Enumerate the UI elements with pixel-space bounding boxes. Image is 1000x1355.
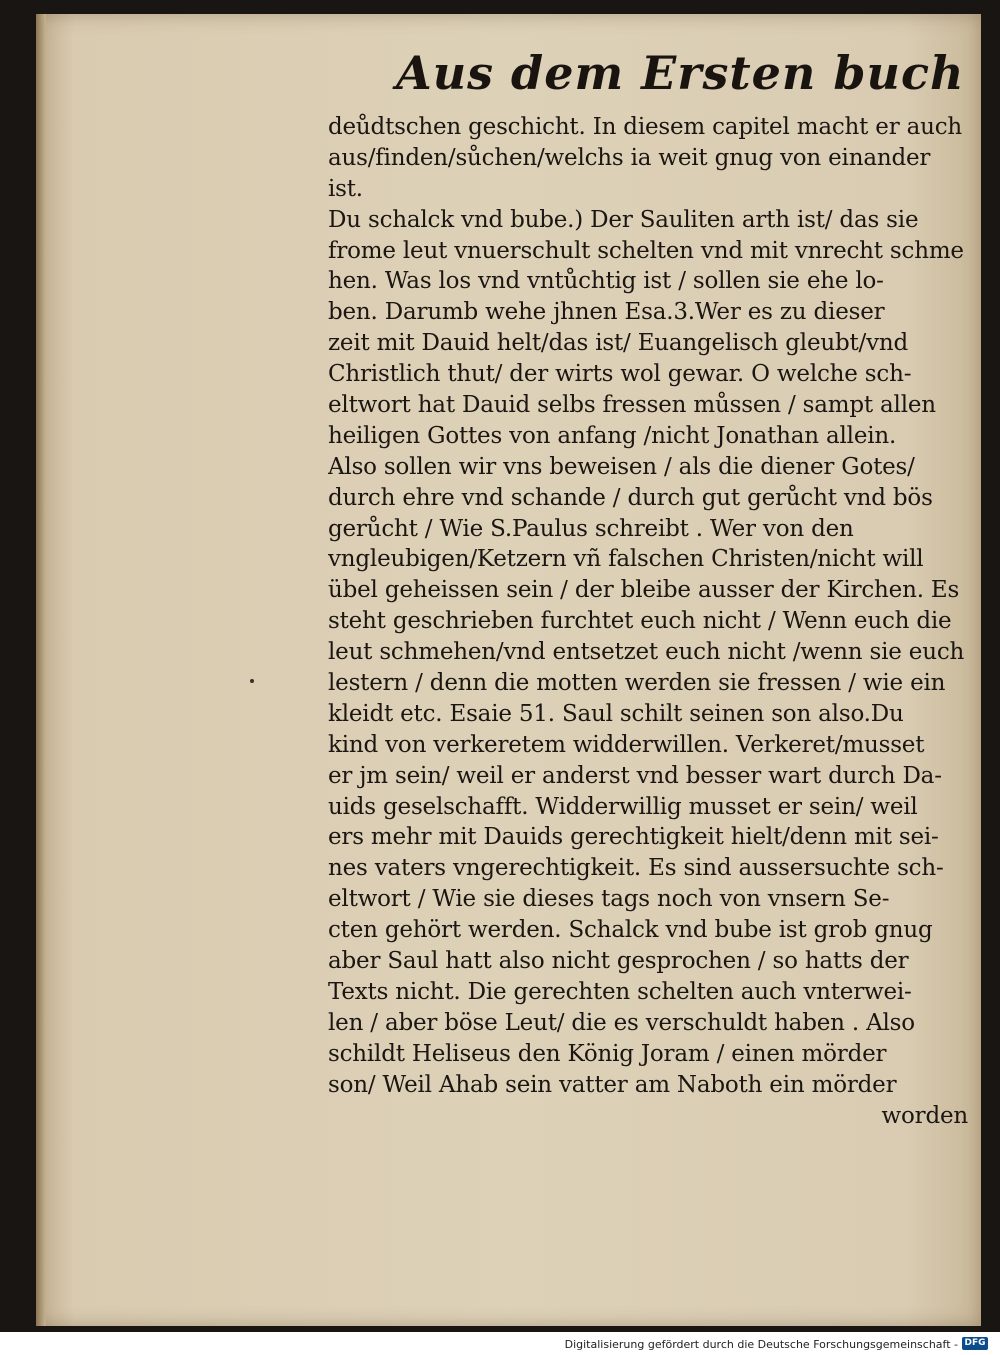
text-line: aus/finden/sůchen/welchs ia weit gnug von einander xyxy=(328,144,931,171)
catchword: worden xyxy=(881,1102,968,1129)
digitization-credit: Digitalisierung gefördert durch die Deutsche Forschungsgemeinschaft - xyxy=(564,1338,958,1351)
text-line: schildt Heliseus den König Joram / einen mörder xyxy=(328,1040,887,1067)
text-line: ers mehr mit Dauids gerechtigkeit hielt/denn mit sei- xyxy=(328,824,939,851)
running-head: Aus dem Ersten buch xyxy=(396,46,965,100)
text-line: Christlich thut/ der wirts wol gewar. O welche sch- xyxy=(328,361,912,388)
body-text xyxy=(328,112,976,1131)
text-line: durch ehre vnd schande / durch gut gerůcht vnd bös xyxy=(328,484,933,511)
book-page xyxy=(36,14,981,1326)
text-line: leut schmehen/vnd entsetzet euch nicht /wenn sie euch xyxy=(328,639,965,666)
text-line: vngleubigen/Ketzern vñ falschen Christen/nicht will xyxy=(328,546,924,573)
text-line: deůdtschen geschicht. In diesem capitel macht er auch xyxy=(328,114,963,140)
text-line: heiligen Gottes von anfang /nicht Jonathan allein. xyxy=(328,422,897,449)
text-line: übel geheissen sein / der bleibe ausser der Kirchen. Es xyxy=(328,577,960,604)
text-line: frome leut vnuerschult schelten vnd mit vnrecht schme xyxy=(328,237,964,264)
text-line: cten gehört werden. Schalck vnd bube ist grob gnug xyxy=(328,917,933,944)
text-line: lestern / denn die motten werden sie fressen / wie ein xyxy=(328,670,946,697)
text-line: gerůcht / Wie S.Paulus schreibt . Wer von den xyxy=(328,515,854,542)
text-line: ben. Darumb wehe jhnen Esa.3.Wer es zu dieser xyxy=(328,299,885,326)
text-line: Texts nicht. Die gerechten schelten auch vnterwei- xyxy=(328,978,912,1005)
text-line: er jm sein/ weil er anderst vnd besser wart durch Da- xyxy=(328,762,942,789)
text-line: aber Saul hatt also nicht gesprochen / so hatts der xyxy=(328,948,909,975)
text-line: Also sollen wir vns beweisen / als die diener Gotes/ xyxy=(328,453,915,480)
text-line: zeit mit Dauid helt/das ist/ Euangelisch gleubt/vnd xyxy=(328,330,909,357)
text-line: nes vaters vngerechtigkeit. Es sind aussersuchte sch- xyxy=(328,855,944,882)
dfg-logo: DFG xyxy=(962,1337,988,1350)
text-line: ist. xyxy=(328,175,363,202)
text-line: kleidt etc. Esaie 51. Saul schilt seinen son also.Du xyxy=(328,700,904,727)
text-line: Du schalck vnd bube.) Der Sauliten arth ist/ das sie xyxy=(328,206,919,233)
text-line: eltwort / Wie sie dieses tags noch von vnsern Se- xyxy=(328,886,890,913)
text-line: eltwort hat Dauid selbs fressen můssen / sampt allen xyxy=(328,392,936,419)
text-line: uids geselschafft. Widderwillig musset er sein/ weil xyxy=(328,793,918,820)
text-line: hen. Was los vnd vntůchtig ist / sollen sie ehe lo- xyxy=(328,268,884,295)
text-line: son/ Weil Ahab sein vatter am Naboth ein mörder xyxy=(328,1071,897,1098)
text-line: kind von verkeretem widderwillen. Verkeret/musset xyxy=(328,731,925,758)
ink-mark xyxy=(250,679,254,683)
text-line: steht geschrieben furchtet euch nicht / Wenn euch die xyxy=(328,608,952,635)
text-line: len / aber böse Leut/ die es verschuldt haben . Also xyxy=(328,1009,915,1036)
